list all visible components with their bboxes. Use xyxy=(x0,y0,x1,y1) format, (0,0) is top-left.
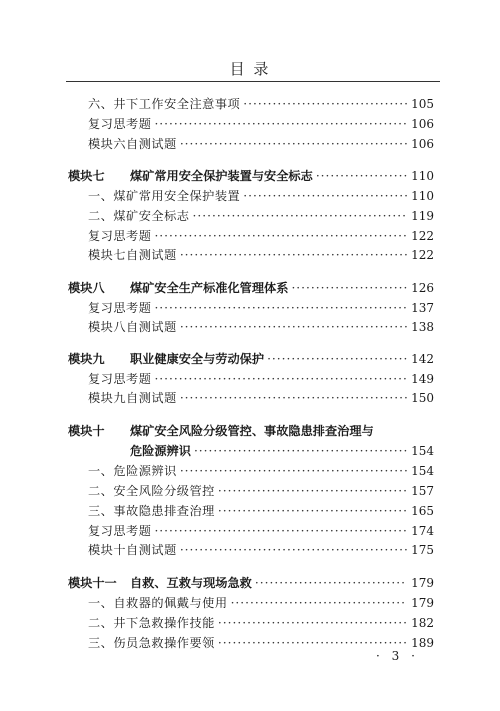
toc-entry-label: 模块六自测试题 xyxy=(88,137,177,151)
leader-dots xyxy=(180,137,407,151)
leader-dots xyxy=(180,320,407,334)
toc-entry-label: 一、自救器的佩戴与使用 xyxy=(88,596,228,610)
toc-entry-label: 二、煤矿安全标志 xyxy=(88,209,190,223)
leader-dots xyxy=(154,229,407,243)
module-title-continued: 危险源辨识 xyxy=(130,444,191,458)
toc-entry-label: 一、煤矿常用安全保护装置 xyxy=(88,189,241,203)
toc-entry-page: 179 xyxy=(411,596,434,610)
toc-entry[interactable] xyxy=(88,614,434,631)
module-number: 模块九 xyxy=(68,352,105,366)
toc-module-heading[interactable] xyxy=(68,574,434,591)
module-number: 模块八 xyxy=(68,281,105,295)
toc-entry[interactable] xyxy=(88,482,434,499)
leader-dots xyxy=(243,189,407,203)
leader-dots xyxy=(218,504,407,518)
leader-dots xyxy=(316,169,407,183)
leader-dots xyxy=(218,616,407,630)
toc-entry-label: 模块九自测试题 xyxy=(88,391,177,405)
leader-dots xyxy=(267,352,407,366)
toc-entry-label: 三、事故隐患排查治理 xyxy=(88,504,215,518)
toc-module-heading[interactable] xyxy=(68,350,434,367)
leader-dots xyxy=(180,391,407,405)
toc-entry-page: 174 xyxy=(411,524,434,538)
toc-entry-page: 175 xyxy=(411,543,434,557)
toc-entry-page: 154 xyxy=(411,444,434,458)
toc-entry-label: 复习思考题 xyxy=(88,117,152,131)
toc-entry-page: 189 xyxy=(411,636,434,650)
toc-entry[interactable] xyxy=(88,462,434,479)
toc-entry-label: 模块七自测试题 xyxy=(88,248,177,262)
toc-entry-page: 138 xyxy=(411,320,434,334)
toc-entry-page: 110 xyxy=(411,169,434,183)
toc-entry-page: 126 xyxy=(411,281,434,295)
toc-entry-label: 复习思考题 xyxy=(88,229,152,243)
module-title: 煤矿安全风险分级管控、事故隐患排查治理与 xyxy=(130,424,374,438)
page-number: · 3 · xyxy=(376,649,419,663)
module-title: 煤矿常用安全保护装置与安全标志 xyxy=(130,169,313,183)
leader-dots xyxy=(218,484,407,498)
leader-dots xyxy=(194,444,407,458)
toc-entry-page: 150 xyxy=(411,391,434,405)
toc-entry-page: 122 xyxy=(411,248,434,262)
module-number: 模块十 xyxy=(68,424,105,438)
toc-entry[interactable] xyxy=(88,227,434,244)
toc-entry-page: 106 xyxy=(411,137,434,151)
toc-entry[interactable] xyxy=(88,187,434,204)
leader-dots xyxy=(180,543,407,557)
toc-entry[interactable] xyxy=(88,95,434,112)
leader-dots xyxy=(154,524,407,538)
toc-module-heading[interactable] xyxy=(68,422,374,439)
module-title: 职业健康安全与劳动保护 xyxy=(130,352,265,366)
toc-entry-label: 模块十自测试题 xyxy=(88,543,177,557)
toc-entry-page: 182 xyxy=(411,616,434,630)
leader-dots xyxy=(180,464,407,478)
toc-entry[interactable] xyxy=(88,299,434,316)
toc-entry-label: 六、井下工作安全注意事项 xyxy=(88,97,241,111)
toc-module-heading-continued[interactable] xyxy=(130,442,434,459)
toc-entry[interactable] xyxy=(88,246,434,263)
toc-entry-page: 105 xyxy=(411,97,434,111)
toc-entry-page: 149 xyxy=(411,372,434,386)
header-divider xyxy=(66,81,440,82)
toc-entry-page: 142 xyxy=(411,352,434,366)
leader-dots xyxy=(193,209,408,223)
toc-module-heading[interactable] xyxy=(68,167,434,184)
module-number: 模块十一 xyxy=(68,576,117,590)
toc-entry[interactable] xyxy=(88,135,434,152)
toc-entry-label: 三、伤员急救操作要领 xyxy=(88,636,215,650)
toc-entry-page: 110 xyxy=(411,189,434,203)
toc-entry-page: 179 xyxy=(411,576,434,590)
page-title: 目 录 xyxy=(229,60,271,78)
toc-entry-page: 106 xyxy=(411,117,434,131)
leader-dots xyxy=(154,301,407,315)
toc-entry-page: 137 xyxy=(411,301,434,315)
toc-entry-label: 复习思考题 xyxy=(88,524,152,538)
toc-entry-label: 复习思考题 xyxy=(88,372,152,386)
toc-entry-label: 复习思考题 xyxy=(88,301,152,315)
toc-module-heading[interactable] xyxy=(68,279,434,296)
toc-entry-page: 119 xyxy=(411,209,434,223)
toc-entry-label: 一、危险源辨识 xyxy=(88,464,177,478)
toc-entry[interactable] xyxy=(88,502,434,519)
leader-dots xyxy=(255,576,407,590)
leader-dots xyxy=(218,636,407,650)
module-title: 煤矿安全生产标准化管理体系 xyxy=(130,281,289,295)
leader-dots xyxy=(154,117,407,131)
module-number: 模块七 xyxy=(68,169,105,183)
toc-entry[interactable] xyxy=(88,594,434,611)
toc-entry-label: 二、井下急救操作技能 xyxy=(88,616,215,630)
module-title: 自救、互救与现场急救 xyxy=(130,576,252,590)
leader-dots xyxy=(231,596,407,610)
toc-entry[interactable] xyxy=(88,389,434,406)
toc-entry[interactable] xyxy=(88,541,434,558)
toc-entry[interactable] xyxy=(88,207,434,224)
toc-entry[interactable] xyxy=(88,522,434,539)
toc-entry-page: 122 xyxy=(411,229,434,243)
toc-entry-page: 157 xyxy=(411,484,434,498)
toc-entry[interactable] xyxy=(88,318,434,335)
leader-dots xyxy=(154,372,407,386)
leader-dots xyxy=(180,248,407,262)
toc-entry-label: 二、安全风险分级管控 xyxy=(88,484,215,498)
leader-dots xyxy=(291,281,407,295)
toc-entry-label: 模块八自测试题 xyxy=(88,320,177,334)
toc-entry[interactable] xyxy=(88,115,434,132)
toc-entry-page: 165 xyxy=(411,504,434,518)
leader-dots xyxy=(243,97,407,111)
toc-entry[interactable] xyxy=(88,370,434,387)
toc-entry-page: 154 xyxy=(411,464,434,478)
